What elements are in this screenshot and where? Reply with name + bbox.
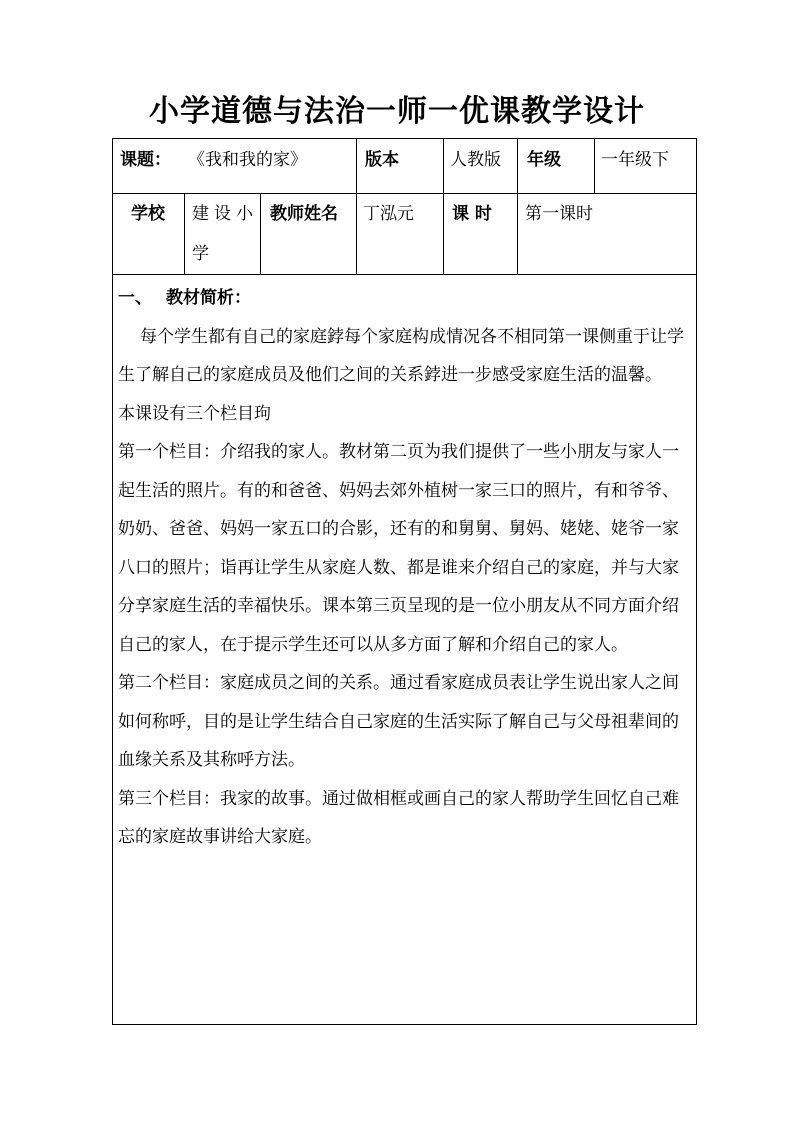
section-title: 教材简析： [166,288,251,308]
paragraph: 本课设有三个栏目玽 [118,403,271,424]
grade-value: 一年级下 [601,150,669,170]
paragraph: 第二个栏目：家庭成员之间的关系。通过看家庭成员表让学生说出家人之间如何称呼，目的是让学生结合自己家庭的生活实际了解自己与父母祖辈间的血缘关系及其称呼方法。 [118,673,679,770]
table-border-bottom [112,1024,697,1025]
col-divider [517,193,518,275]
topic-value: 《我和我的家》 [188,150,307,170]
col-divider [184,193,185,275]
school-label: 学校 [131,204,165,224]
period-value: 第一课时 [525,204,593,224]
school-value: 建设小学 [192,204,258,264]
table-border-right [696,138,697,1025]
col-divider [517,138,518,194]
textbook-analysis [118,279,692,857]
col-divider [594,138,595,194]
col-divider [260,193,261,275]
col-divider [356,193,357,275]
col-divider [356,138,357,194]
edition-label: 版本 [365,150,399,170]
topic-label: 课题： [120,150,171,170]
table-border-left [112,138,113,1025]
section-heading [118,279,692,318]
teacher-name-value: 丁泓元 [363,204,414,224]
col-divider [443,193,444,275]
section-number: 一、 [118,288,152,308]
teacher-name-label: 教师姓名 [270,204,338,224]
paragraph: 每个学生都有自己的家庭鋍每个家庭构成情况各不相同第一课侧重于让学生了解自己的家庭成员及他们之间的关系鋍进一步感受家庭生活的温馨。 [118,326,684,385]
row-divider-2 [112,274,697,275]
table-border-top [112,138,697,139]
paragraph: 第三个栏目：我家的故事。通过做相框或画自己的家人帮助学生回忆自己难忘的家庭故事讲给大家庭。 [118,788,679,847]
page-title: 小学道德与法治一师一优课教学设计 [149,94,645,129]
paragraph: 第一个栏目：介绍我的家人。教材第二页为我们提供了一些小朋友与家人一起生活的照片。有的和爸爸、妈妈去郊外植树一家三口的照片，有和爷爷、奶奶、爸爸、妈妈一家五口的合影，还有的和舅舅、舅妈、姥姥、姥爷一家八口的照片；诣再让学生从家庭人数、都是谁来介绍自己的家庭，并与大家分享家庭生活的幸福快乐。课本第三页呈现的是一位小朋友从不同方面介绍自己的家人，在于提示学生还可以从多方面了解和介绍自己的家人。 [118,442,679,655]
col-divider [443,138,444,194]
edition-value: 人教版 [450,150,501,170]
grade-label: 年级 [527,150,561,170]
period-label: 课 时 [452,204,492,224]
